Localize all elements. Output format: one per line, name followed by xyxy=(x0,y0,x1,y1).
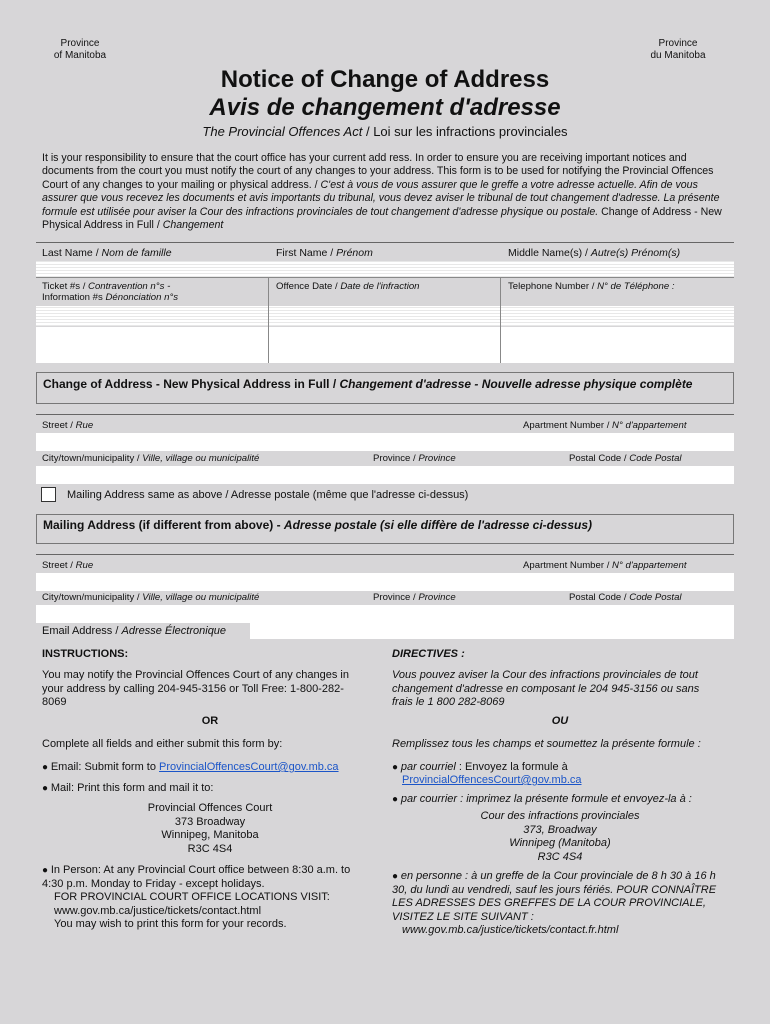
physical-province-label: Province / Province xyxy=(373,453,456,464)
form-title-fr: Avis de changement d'adresse xyxy=(209,94,561,121)
same-address-label: Mailing Address same as above / Adresse postale (même que l'adresse ci-dessus) xyxy=(67,489,469,501)
instructions-in-person: ● In Person: At any Provincial Court office between 8:30 a.m. to 4:30 p.m. Monday to Friday - except holidays. FOR PROVINCIAL COURT OFFICE LOCATIONS VISIT: www.gov.mb.ca/justice/tickets/contact.html You may wish to print this form for your records. xyxy=(42,864,372,932)
directives-email-link-wrap xyxy=(402,774,582,788)
instructions-heading: INSTRUCTIONS: xyxy=(42,648,129,660)
province-du-manitoba-label: Province du Manitoba xyxy=(650,38,706,61)
court-email-link-fr[interactable]: ProvincialOffencesCourt@gov.mb.ca xyxy=(402,774,582,786)
email-label: Email Address / Adresse Électronique xyxy=(42,625,227,637)
physical-city-label: City/town/municipality / Ville, village ou municipalité xyxy=(42,453,260,464)
instructions-or: OR xyxy=(201,715,219,727)
instructions-complete: Complete all fields and either submit this form by: xyxy=(42,738,283,750)
physical-street-input[interactable] xyxy=(36,433,734,451)
same-address-checkbox[interactable] xyxy=(41,487,56,502)
ticket-input-row-2[interactable] xyxy=(36,327,734,363)
directives-heading: DIRECTIVES : xyxy=(392,648,465,660)
mailing-postal-label: Postal Code / Code Postal xyxy=(569,592,682,603)
physical-street-label: Street / Rue xyxy=(42,420,94,431)
court-mailing-address: Provincial Offences Court 373 Broadway Winnipeg, Manitoba R3C 4S4 xyxy=(147,802,273,855)
directives-mail: ● par courrier : imprimez la présente formule et envoyez-la à : xyxy=(392,793,692,807)
mailing-city-input[interactable] xyxy=(36,605,734,623)
email-input[interactable] xyxy=(250,623,734,639)
mailing-apartment-label: Apartment Number / N° d'appartement xyxy=(523,560,687,571)
physical-postal-label: Postal Code / Code Postal xyxy=(569,453,682,464)
intro-paragraph: It is your responsibility to ensure that the court office has your current add ress. In order to ensure you are receiving important notices and documents from the court you must notify the court of any changes to your address. This form is to be used for notifying the Provincial Offences Court of any changes to your mailing or physical address. / C'est à vous de vous assurer que le greffe a votre adresse actuelle. Afin de vous assurer que vous recevez les documents et avis importants du tribunal, vous devez aviser le tribunal de tout changement d'adresse. La présente formule est utilisée pour aviser la Cour des infractions provinciales de tout changement d'adresse physique ou postale. Change of Address - New Physical Address in Full / Changement xyxy=(42,152,722,232)
directives-notify: Vous pouvez aviser la Cour des infractions provinciales de tout changement d'adresse en composant le 204 945-3156 ou sans frais le 1 800 282-8069 xyxy=(392,669,700,708)
physical-address-heading: Change of Address - New Physical Address in Full / Changement d'adresse - Nouvelle adresse physique complète xyxy=(36,372,734,404)
offence-date-label: Offence Date / Date de l'infraction xyxy=(276,281,420,292)
directives-email: ● par courriel : Envoyez la formule à xyxy=(392,761,568,775)
directives-in-person: ● en personne : à un greffe de la Cour provinciale de 8 h 30 à 16 h 30, du lundi au vendredi, sauf les jours fériés. POUR CONNAÎTRE LES ADRESSES DES GREFFES DE LA COUR PROVINCIALE, VISITEZ LE SITE SUIVANT : www.gov.mb.ca/justice/tickets/contact.fr.html xyxy=(392,870,722,938)
mailing-province-label: Province / Province xyxy=(373,592,456,603)
instructions-notify: You may notify the Provincial Offences Court of any changes in your address by calling 204-945-3156 or Toll Free: 1-800-282-8069 xyxy=(42,669,349,708)
directives-or: OU xyxy=(551,715,569,727)
instructions-email: ● Email: Submit form to ProvincialOffencesCourt@gov.mb.ca xyxy=(42,761,339,775)
middle-name-label: Middle Name(s) / Autre(s) Prénom(s) xyxy=(508,247,681,259)
directives-complete: Remplissez tous les champs et soumettez la présente formule : xyxy=(392,738,701,750)
mailing-address-heading: Mailing Address (if different from above) - Adresse postale (si elle diffère de l'adresse ci-dessus) xyxy=(36,514,734,544)
last-name-label: Last Name / Nom de famille xyxy=(42,247,172,259)
mailing-street-input[interactable] xyxy=(36,573,734,591)
ticket-input-row-1[interactable] xyxy=(36,306,734,326)
name-input-row[interactable] xyxy=(36,261,734,277)
act-subtitle: The Provincial Offences Act / Loi sur les infractions provinciales xyxy=(202,124,568,139)
physical-city-input[interactable] xyxy=(36,466,734,484)
form-title-en: Notice of Change of Address xyxy=(220,66,550,93)
mailing-city-label: City/town/municipality / Ville, village ou municipalité xyxy=(42,592,260,603)
court-email-link[interactable]: ProvincialOffencesCourt@gov.mb.ca xyxy=(159,761,339,773)
telephone-label: Telephone Number / N° de Téléphone : xyxy=(508,281,675,292)
instructions-mail: ● Mail: Print this form and mail it to: xyxy=(42,782,213,796)
province-of-manitoba-label: Province of Manitoba xyxy=(53,38,107,61)
ticket-number-label: Ticket #s / Contravention n°s - Information #s Dénonciation n°s xyxy=(42,281,179,303)
physical-apartment-label: Apartment Number / N° d'appartement xyxy=(523,420,687,431)
mailing-street-label: Street / Rue xyxy=(42,560,94,571)
court-mailing-address-fr: Cour des infractions provinciales 373, Broadway Winnipeg (Manitoba) R3C 4S4 xyxy=(480,810,640,863)
first-name-label: First Name / Prénom xyxy=(276,247,373,259)
